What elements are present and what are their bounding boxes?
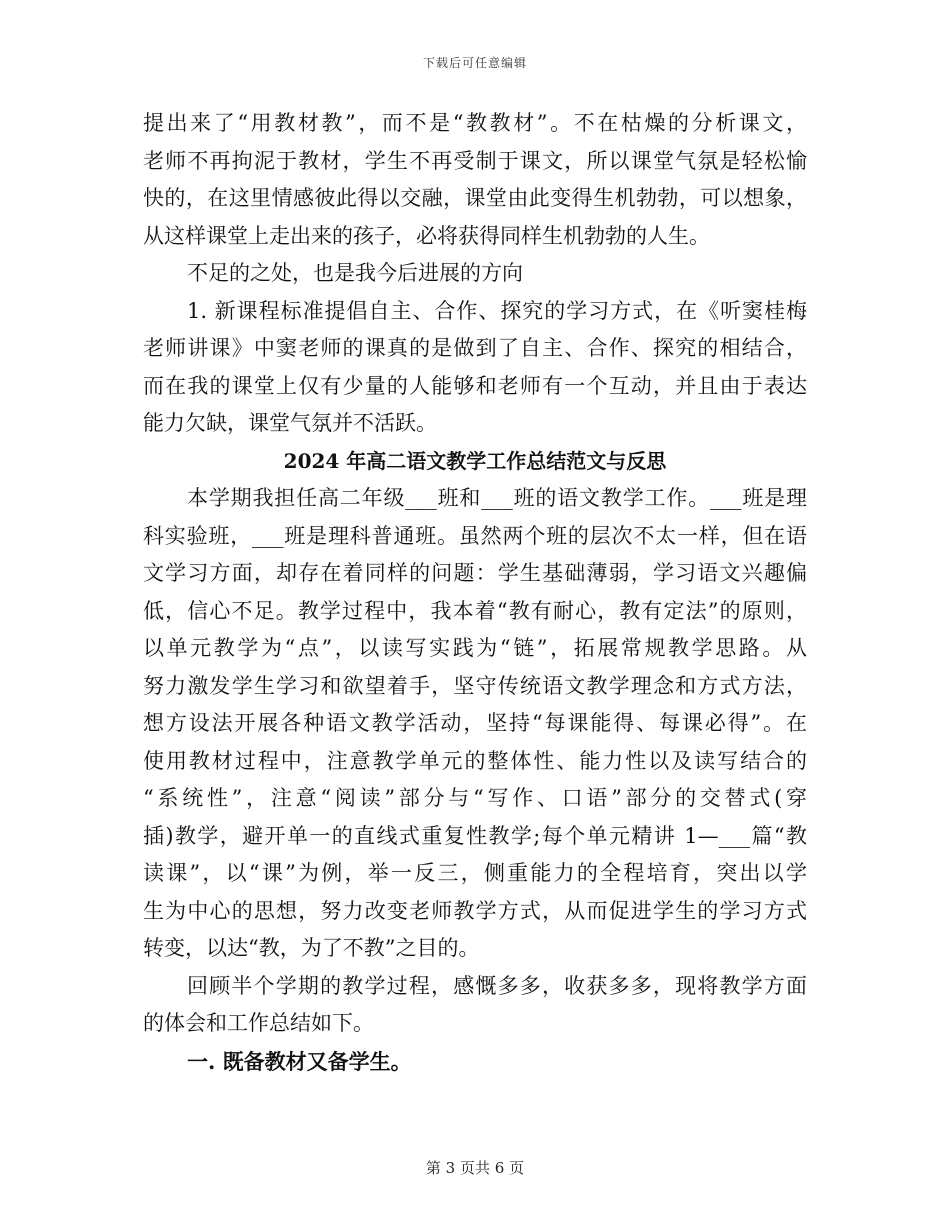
- paragraph-line: 想方设法开展各种语文教学活动，坚持“每课能得、每课必得”。在: [143, 711, 807, 735]
- paragraph-line: 从这样课堂上走出来的孩子，必将获得同样生机勃勃的人生。: [143, 223, 710, 248]
- paragraph-line: 提出来了“用教材教”，而不是“教教材”。不在枯燥的分析课文，: [143, 111, 807, 135]
- paragraph-line: 科实验班，___班是理科普通班。虽然两个班的层次不太一样，但在语: [143, 523, 807, 548]
- paragraph-line: 使用教材过程中，注意教学单元的整体性、能力性以及读写结合的: [143, 748, 807, 773]
- paragraph-line: 生为中心的思想，努力改变老师教学方式，从而促进学生的学习方式: [143, 898, 807, 923]
- paragraph-line: 插)教学，避开单一的直线式重复性教学;每个单元精讲 1—___篇“教: [143, 823, 807, 848]
- list-item-line: 1. 新课程标准提倡自主、合作、探究的学习方式，在《听窦桂梅: [187, 298, 807, 323]
- paragraph-line: 本学期我担任高二年级___班和___班的语文教学工作。___班是理: [187, 486, 807, 510]
- paragraph-line: 不足的之处，也是我今后进展的方向: [187, 261, 523, 285]
- paragraph-line: 读课”，以“课”为例，举一反三，侧重能力的全程培育，突出以学: [143, 861, 807, 885]
- paragraph-line: “系统性”，注意“阅读”部分与“写作、口语”部分的交替式(穿: [143, 786, 807, 810]
- document-body: [143, 105, 807, 1080]
- paragraph-line: 文学习方面，却存在着同样的问题：学生基础薄弱，学习语文兴趣偏: [143, 561, 807, 585]
- page-number: 第 3 页共 6 页: [425, 1159, 525, 1177]
- paragraph-line: 回顾半个学期的教学过程，感慨多多，收获多多，现将教学方面: [187, 973, 807, 998]
- section-title: 2024 年高二语文教学工作总结范文与反思: [283, 448, 667, 473]
- paragraph-line: 低，信心不足。教学过程中，我本着“教有耐心，教有定法”的原则，: [143, 598, 807, 623]
- list-item-line: 能力欠缺，课堂气氛并不活跃。: [143, 411, 437, 435]
- paragraph-line: 快的，在这里情感彼此得以交融，课堂由此变得生机勃勃，可以想象，: [143, 186, 807, 210]
- paragraph-line: 以单元教学为“点”，以读写实践为“链”，拓展常规教学思路。从: [143, 636, 807, 660]
- paragraph-line: 的体会和工作总结如下。: [143, 1011, 374, 1035]
- paragraph-line: 转变，以达“教，为了不教”之目的。: [143, 936, 480, 960]
- list-item-line: 而在我的课堂上仅有少量的人能够和老师有一个互动，并且由于表达: [143, 373, 807, 398]
- paragraph-line: 努力激发学生学习和欲望着手，坚守传统语文教学理念和方式方法，: [143, 673, 807, 698]
- page-header: 下载后可任意编辑: [422, 56, 527, 70]
- subsection-heading: 一. 既备教材又备学生。: [187, 1048, 412, 1074]
- list-item-line: 老师讲课》中窦老师的课真的是做到了自主、合作、探究的相结合，: [143, 336, 807, 360]
- paragraph-line: 老师不再拘泥于教材，学生不再受制于课文，所以课堂气氛是轻松愉: [143, 148, 807, 173]
